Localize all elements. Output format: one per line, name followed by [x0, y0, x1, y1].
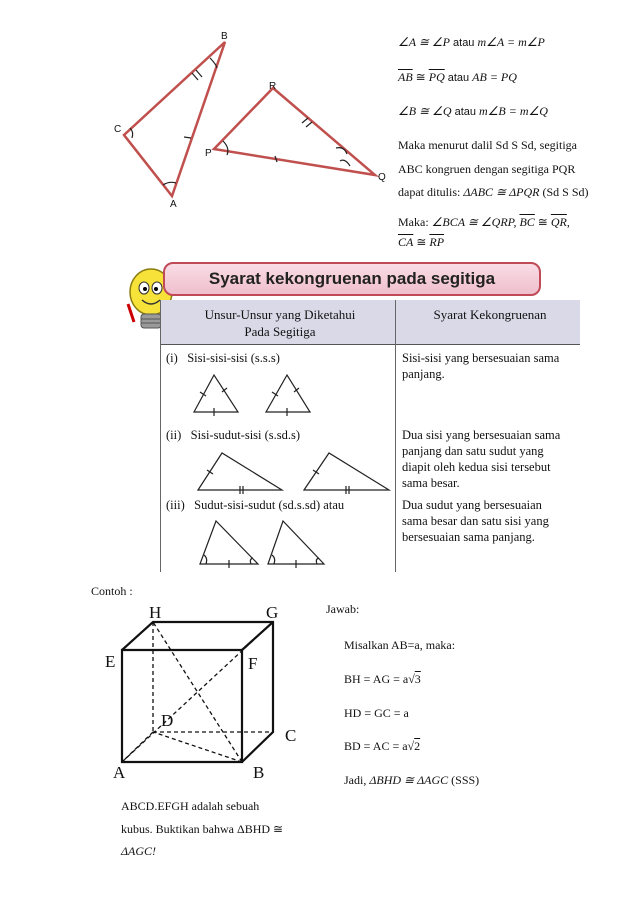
sas-triangles-figure [194, 450, 394, 495]
triangle-pqr [214, 88, 375, 175]
table-left-edge [160, 300, 161, 572]
vertex-label-r: R [269, 81, 277, 92]
cube-figure [110, 612, 290, 772]
table-row: (i) Sisi-sisi-sisi (s.s.s) [166, 351, 280, 365]
header-syarat: Syarat Kekongruenan [433, 307, 547, 322]
cube-caption-line-3: ΔAGC! [121, 844, 157, 858]
vertex-label-a: A [170, 199, 177, 210]
jawab-title: Jawab: [326, 602, 360, 616]
cube-label-c: C [285, 726, 297, 745]
conclusion-line-2: ABC kongruen dengan segitiga PQR [398, 162, 576, 176]
vertex-label-b: B [221, 31, 228, 42]
triangle-abc [124, 42, 225, 196]
cube-label-h: H [149, 603, 162, 622]
statement-angle-a: ∠A ≅ ∠P atau m∠A = m∠P [398, 35, 545, 49]
sss-triangles-figure [190, 372, 380, 417]
statement-side-ab: $\overline{AB}$ ≅ $\overline{PQ}$ atau AB = PQ [398, 70, 517, 84]
statement-angle-b: ∠B ≅ ∠Q atau m∠B = m∠Q [398, 104, 548, 118]
vertex-label-p: P [205, 148, 212, 159]
jawab-line-5: Jadi, ΔBHD ≅ ΔAGC (SSS) [344, 773, 480, 787]
jawab-line-1: Misalkan AB=a, maka: [344, 638, 456, 652]
congruence-table [160, 300, 580, 572]
cube-label-e: E [105, 652, 116, 671]
conclusion-line-4: Maka: ∠BCA ≅ ∠QRP, $\overline{BC}$ ≅ $\overline{QR}$, [398, 215, 570, 229]
cube-caption-line-1: ABCD.EFGH adalah sebuah [121, 799, 260, 813]
table-row: (ii) Sisi-sudut-sisi (s.sd.s) [166, 428, 301, 442]
cube-caption-line-2: kubus. Buktikan bahwa ΔBHD ≅ [121, 822, 284, 836]
vertex-label-c: C [114, 124, 122, 135]
row-condition: Sisi-sisi yang bersesuaian sama panjang. [402, 351, 560, 381]
contoh-label: Contoh : [91, 584, 133, 598]
conclusion-line-5: $\overline{CA}$ ≅ $\overline{RP}$ [398, 235, 445, 249]
conclusion-line-3: dapat ditulis: ΔABC ≅ ΔPQR (Sd S Sd) [398, 185, 589, 199]
row-condition: Dua sisi yang bersesuaian sama panjang dan satu sudut yang diapit oleh kedua sisi tersebut sama besar. [402, 428, 561, 490]
section-banner: Syarat kekongruenan pada segitiga [163, 262, 541, 296]
table-row: (iii) Sudut-sisi-sudut (sd.s.sd) atau [166, 498, 345, 512]
jawab-line-2: BH = AG = a√3 [344, 672, 421, 686]
vertex-label-q: Q [378, 172, 386, 183]
conclusion-line-1: Maka menurut dalil Sd S Sd, segitiga [398, 138, 577, 152]
cube-label-f: F [248, 654, 258, 673]
header-unsur: Unsur-Unsur yang Diketahui Pada Segitiga [204, 307, 356, 339]
congruent-triangles-figure [100, 28, 400, 213]
cube-label-a: A [113, 763, 126, 782]
jawab-line-4: BD = AC = a√2 [344, 739, 421, 753]
row-condition: Dua sudut yang bersesuaian sama besar dan satu sisi yang bersesuaian sama panjang. [402, 498, 549, 544]
cube-label-b: B [253, 763, 265, 782]
cube-label-d: D [161, 711, 174, 730]
cube-label-g: G [266, 603, 279, 622]
asa-triangles-figure [196, 518, 396, 568]
jawab-line-3: HD = GC = a [344, 706, 409, 720]
